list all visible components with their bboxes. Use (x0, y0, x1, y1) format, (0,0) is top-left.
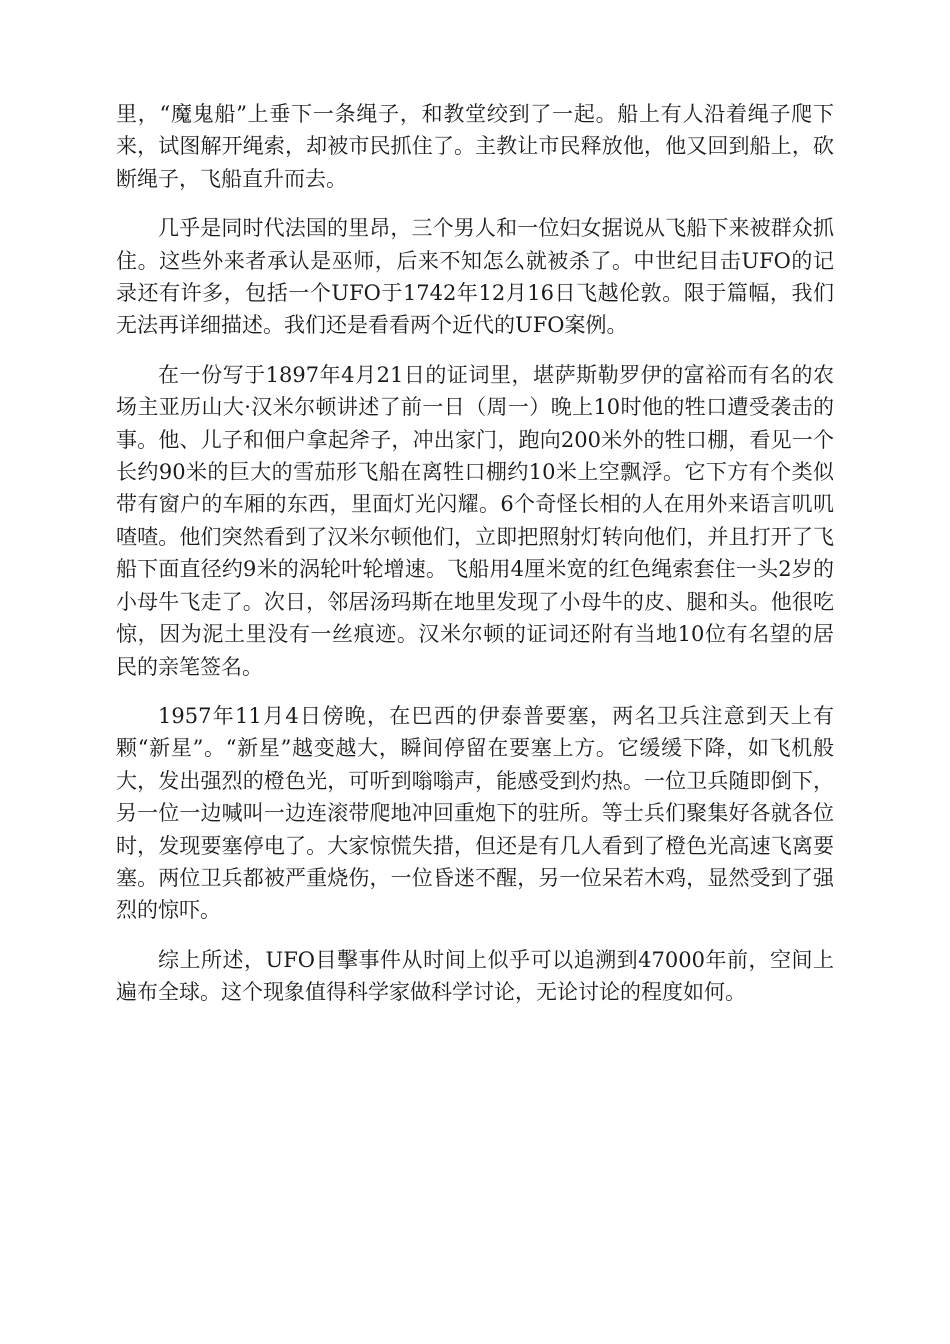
document-page (116, 98, 834, 1026)
paragraph-brazil: 1957年11月4日傍晚，在巴西的伊泰普要塞，两名卫兵注意到天上有颗“新星”。“新星”越变越大，瞬间停留在要塞上方。它缓缓下降，如飞机般大，发出强烈的橙色光，可听到嗡嗡声，能感受到灼热。一位卫兵随即倒下，另一位一边喊叫一边连滚带爬地冲回重炮下的驻所。等士兵们聚集好各就各位时，发现要塞停电了。大家惊慌失措，但还是有几人看到了橙色光高速飞离要塞。两位卫兵都被严重烧伤，一位昏迷不醒，另一位呆若木鸡，显然受到了强烈的惊吓。 (116, 703, 834, 923)
paragraph-continuation: 里，“魔鬼船”上垂下一条绳子，和教堂绞到了一起。船上有人沿着绳子爬下来，试图解开绳索，却被市民抓住了。主教让市民释放他，他又回到船上，砍断绳子，飞船直升而去。 (116, 102, 834, 191)
paragraph-summary: 综上所述，UFO目擊事件从时间上似乎可以追溯到47000年前，空间上遍布全球。这个现象值得科学家做科学讨论，无论讨论的程度如何。 (116, 947, 834, 1005)
paragraph-lyon: 几乎是同时代法国的里昂，三个男人和一位妇女据说从飞船下来被群众抓住。这些外来者承认是巫师，后来不知怎么就被杀了。中世纪目击UFO的记录还有许多，包括一个UFO于1742年12月16日飞越伦敦。限于篇幅，我们无法再详细描述。我们还是看看两个近代的UFO案例。 (116, 216, 834, 338)
paragraph-kansas: 在一份写于1897年4月21日的证词里，堪萨斯勒罗伊的富裕而有名的农场主亚历山大·汉米尔顿讲述了前一日（周一）晚上10时他的牲口遭受袭击的事。他、儿子和佃户拿起斧子，冲出家门，跑向200米外的牲口棚，看见一个长约90米的巨大的雪茄形飞船在离牲口棚约10米上空飘浮。它下方有个类似带有窗户的车厢的东西，里面灯光闪耀。6个奇怪长相的人在用外来语言叽叽喳喳。他们突然看到了汉米尔顿他们，立即把照射灯转向他们，并且打开了飞船下面直径约9米的涡轮叶轮增速。飞船用4厘米宽的红色绳索套住一头2岁的小母牛飞走了。次日，邻居汤玛斯在地里发现了小母牛的皮、腿和头。他很吃惊，因为泥土里没有一丝痕迹。汉米尔顿的证词还附有当地10位有名望的居民的亲笔签名。 (116, 362, 834, 679)
